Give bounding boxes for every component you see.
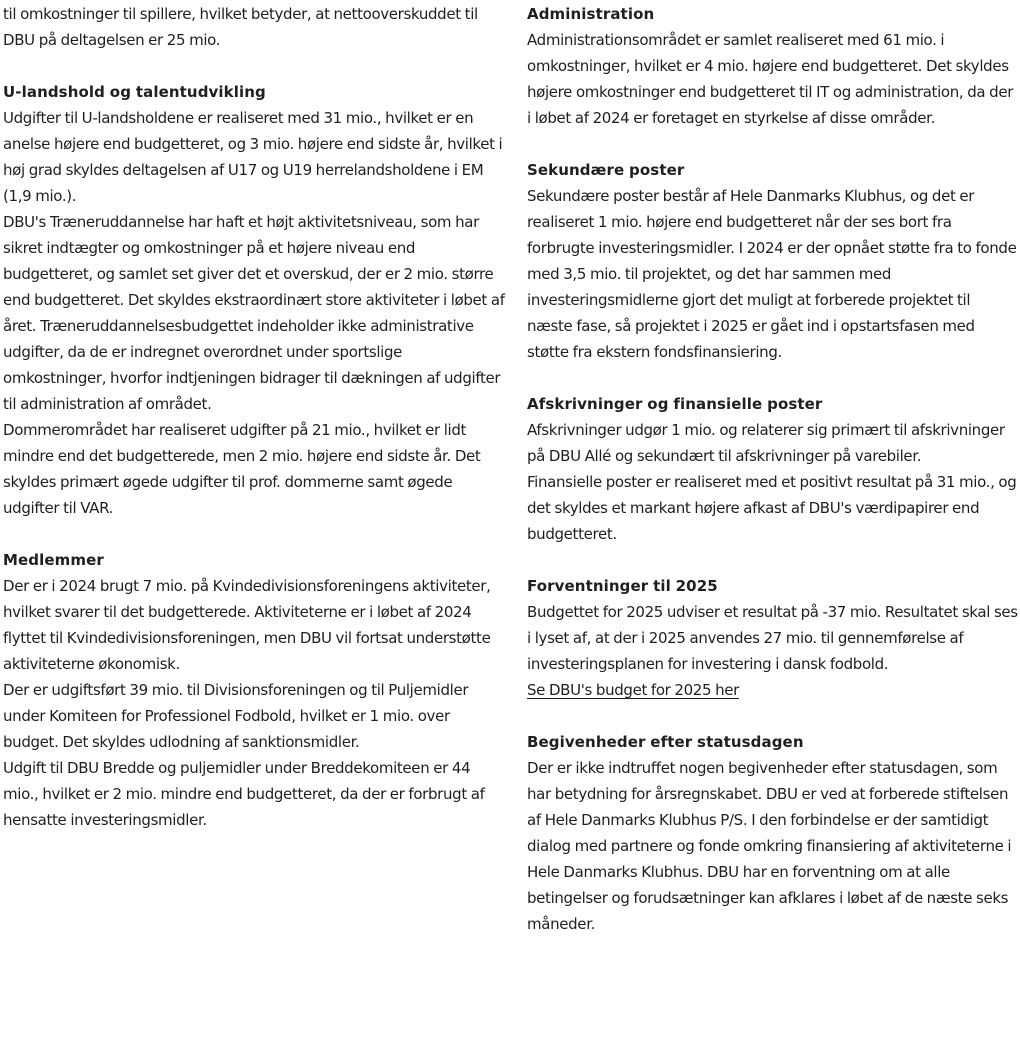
- section-afskrivninger: [527, 391, 1019, 547]
- right-column: [527, 1, 1019, 937]
- paragraph: Sekundære poster består af Hele Danmarks Klubhus, og det er realiseret 1 mio. højere end budgetteret når der ses bort fra forbrugte investeringsmidler. I 2024 er der opnået støtte fra to fonde med 3,5 mio. til projektet, og det har sammen med investeringsmidlerne gjort det muligt at forberede projektet til næste fase, så projektet i 2025 er gået ind i opstartsfasen med støtte fra ekstern fondsfinansiering.: [527, 187, 1017, 361]
- paragraph: Udgifter til U-landsholdene er realiseret med 31 mio., hvilket er en anelse højere end budgetteret, og 3 mio. højere end sidste år, hvilket i høj grad skyldes deltagelsen af U17 og U19 herrelandsholdene i EM (1,9 mio.).: [3, 109, 503, 205]
- paragraph: DBU's Træneruddannelse har haft et højt aktivitetsniveau, som har sikret indtægter og omkostninger på et højere niveau end budgetteret, og samlet set giver det et overskud, der er 2 mio. større end budgetteret. Det skyldes ekstraordinært store aktiviteter i løbet af året. Træneruddannelsesbudgettet indeholder ikke administrative udgifter, da de er indregnet overordnet under sportslige omkostninger, hvorfor indtjeningen bidrager til dækningen af udgifter til administration af området.: [3, 213, 505, 413]
- section-begivenheder: [527, 729, 1019, 937]
- paragraph: Udgift til DBU Bredde og puljemidler under Breddekomiteen er 44 mio., hvilket er 2 mio. mindre end budgetteret, da der er forbrugt af hensatte investeringsmidler.: [3, 759, 485, 829]
- paragraph: Der er udgiftsført 39 mio. til Divisionsforeningen og til Puljemidler under Komiteen for Professionel Fodbold, hvilket er 1 mio. over budget. Det skyldes udlodning af sanktionsmidler.: [3, 681, 469, 751]
- section-medlemmer: [3, 547, 508, 833]
- paragraph: Der er i 2024 brugt 7 mio. på Kvindedivisionsforeningens aktiviteter, hvilket svarer til det budgetterede. Aktiviteterne er i løbet af 2024 flyttet til Kvindedivisionsforeningen, men DBU vil fortsat understøtte aktiviteterne økonomisk.: [3, 577, 491, 673]
- paragraph: Der er ikke indtruffet nogen begivenheder efter statusdagen, som har betydning for årsregnskabet. DBU er ved at forberede stiftelsen af Hele Danmarks Klubhus P/S. I den forbindelse er der samtidigt dialog med partnere og fonde omkring finansiering af aktiviteterne i Hele Danmarks Klubhus. DBU har en forventning om at alle betingelser og forudsætninger kan afklares i løbet af de næste seks måneder.: [527, 759, 1012, 933]
- budget-2025-link[interactable]: Se DBU's budget for 2025 her: [527, 681, 739, 699]
- section-ulandshold: [3, 79, 508, 521]
- paragraph: Budgettet for 2025 udviser et resultat på -37 mio. Resultatet skal ses i lyset af, at der i 2025 anvendes 27 mio. til gennemførelse af investeringsplanen for investering i dansk fodbold.: [527, 603, 1018, 673]
- section-heading: Medlemmer: [3, 551, 104, 569]
- section-heading: Sekundære poster: [527, 161, 685, 179]
- intro-continuation-paragraph: til omkostninger til spillere, hvilket betyder, at nettooverskuddet til DBU på deltagelsen er 25 mio.: [3, 5, 478, 49]
- paragraph: Dommerområdet har realiseret udgifter på 21 mio., hvilket er lidt mindre end det budgetterede, men 2 mio. højere end sidste år. Det skyldes primært øgede udgifter til prof. dommerne samt øgede udgifter til VAR.: [3, 421, 481, 517]
- section-heading: Afskrivninger og finansielle poster: [527, 395, 823, 413]
- section-administration: [527, 1, 1019, 131]
- paragraph: Finansielle poster er realiseret med et positivt resultat på 31 mio., og det skyldes et markant højere afkast af DBU's værdipapirer end budgetteret.: [527, 473, 1017, 543]
- section-heading: U-landshold og talentudvikling: [3, 83, 266, 101]
- paragraph: Administrationsområdet er samlet realiseret med 61 mio. i omkostninger, hvilket er 4 mio. højere end budgetteret. Det skyldes højere omkostninger end budgetteret til IT og administration, da der i løbet af 2024 er foretaget en styrkelse af disse områder.: [527, 31, 1014, 127]
- section-heading: Administration: [527, 5, 655, 23]
- section-forventninger: [527, 573, 1019, 703]
- paragraph: Afskrivninger udgør 1 mio. og relaterer sig primært til afskrivninger på DBU Allé og sekundært til afskrivninger på varebiler.: [527, 421, 1005, 465]
- left-column: [3, 1, 508, 833]
- section-heading: Forventninger til 2025: [527, 577, 718, 595]
- section-sekundaere-poster: [527, 157, 1019, 365]
- section-heading: Begivenheder efter statusdagen: [527, 733, 804, 751]
